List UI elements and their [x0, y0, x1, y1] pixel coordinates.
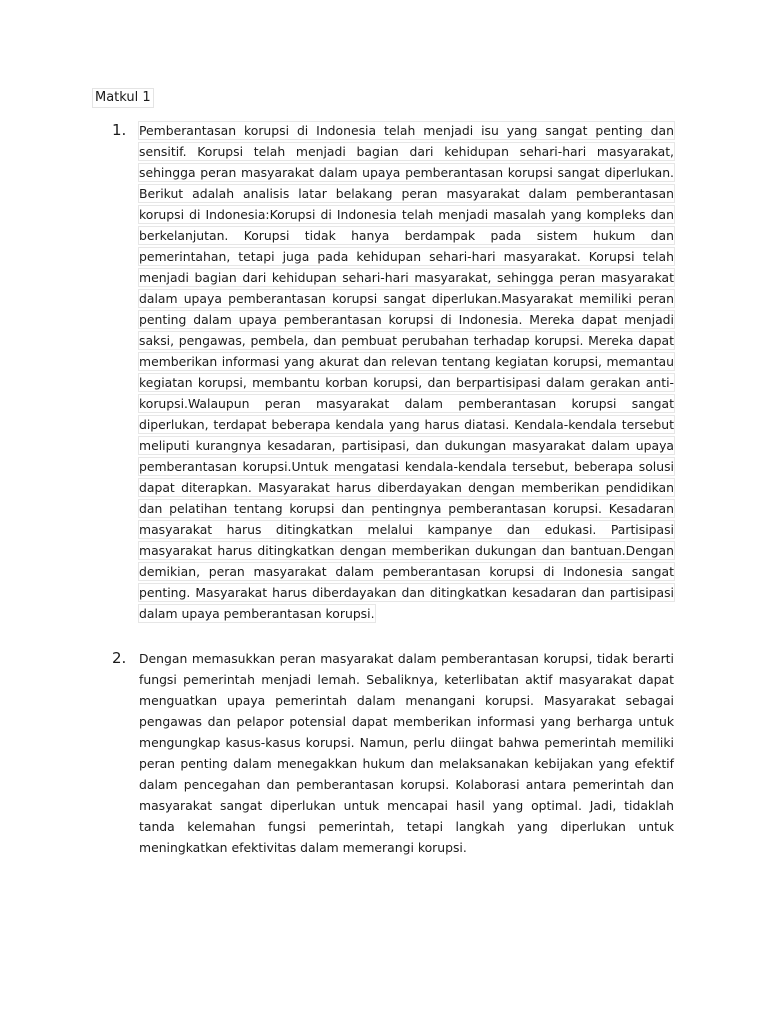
list-marker: 1. [112, 121, 127, 139]
paragraph [139, 120, 674, 624]
paragraph-text: Pemberantasan korupsi di Indonesia telah menjadi isu yang sangat penting dan sensitif. Korupsi telah menjadi bagian dari kehidupan sehari-hari masyarakat, sehingga peran masyarakat dalam upaya pemberantasan korupsi sangat diperlukan. Berikut adalah analisis latar belakang peran masyarakat dalam pemberantasan korupsi di Indonesia:Korupsi di Indonesia telah menjadi masalah yang kompleks dan berkelanjutan. Korupsi tidak hanya berdampak pada sistem hukum dan pemerintahan, tetapi juga pada kehidupan sehari-hari masyarakat. Korupsi telah menjadi bagian dari kehidupan sehari-hari masyarakat, sehingga peran masyarakat dalam upaya pemberantasan korupsi sangat diperlukan.Masyarakat memiliki peran penting dalam upaya pemberantasan korupsi di Indonesia. Mereka dapat menjadi saksi, pengawas, pembela, dan pembuat perubahan terhadap korupsi. Mereka dapat memberikan informasi yang akurat dan relevan tentang kegiatan korupsi, memantau kegiatan korupsi, membantu korban korupsi, dan berpartisipasi dalam gerakan anti-korupsi.Walaupun peran masyarakat dalam pemberantasan korupsi sangat diperlukan, terdapat beberapa kendala yang harus diatasi. Kendala-kendala tersebut meliputi kurangnya kesadaran, partisipasi, dan dukungan masyarakat dalam upaya pemberantasan korupsi.Untuk mengatasi kendala-kendala tersebut, beberapa solusi dapat diterapkan. Masyarakat harus diberdayakan dengan memberikan pendidikan dan pelatihan tentang korupsi dan pentingnya pemberantasan korupsi. Kesadaran masyarakat harus ditingkatkan melalui kampanye dan edukasi. Partisipasi masyarakat harus ditingkatkan dengan memberikan dukungan dan bantuan.Dengan demikian, peran masyarakat dalam pemberantasan korupsi di Indonesia sangat penting. Masyarakat harus diberdayakan dan ditingkatkan kesadaran dan partisipasi dalam upaya pemberantasan korupsi. [139, 123, 674, 621]
list-marker: 2. [112, 649, 127, 667]
document-heading: Matkul 1 [92, 88, 154, 108]
paragraph-text: Dengan memasukkan peran masyarakat dalam pemberantasan korupsi, tidak berarti fungsi pemerintah menjadi lemah. Sebaliknya, keterlibatan aktif masyarakat dapat menguatkan upaya pemerintah dalam menangani korupsi. Masyarakat sebagai pengawas dan pelapor potensial dapat memberikan informasi yang berharga untuk mengungkap kasus-kasus korupsi. Namun, perlu diingat bahwa pemerintah memiliki peran penting dalam menegakkan hukum dan melaksanakan kebijakan yang efektif dalam pencegahan dan pemberantasan korupsi. Kolaborasi antara pemerintah dan masyarakat sangat diperlukan untuk mencapai hasil yang optimal. Jadi, tidaklah tanda kelemahan fungsi pemerintah, tetapi langkah yang diperlukan untuk meningkatkan efektivitas dalam memerangi korupsi. [139, 651, 674, 855]
